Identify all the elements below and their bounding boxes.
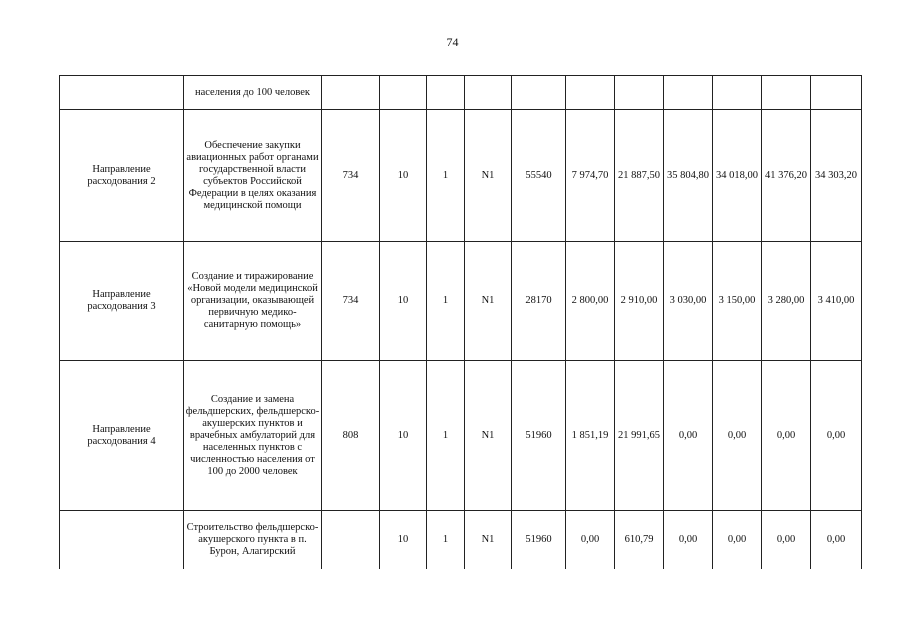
section-cell <box>380 76 427 110</box>
amount-value: 0,00 <box>580 533 600 545</box>
description-cell-text: Обеспечение закупки авиационных работ органами государственной власти субъектов Российской Федерации в целях оказания медицинской помощи <box>186 139 319 211</box>
amount-cell-2 <box>615 361 664 511</box>
amount-cell-2 <box>615 511 664 569</box>
budget-table <box>59 75 862 569</box>
amount-cell-3 <box>664 76 713 110</box>
amount-cell-3 <box>664 110 713 242</box>
amount-cell-1 <box>566 361 615 511</box>
amount-value: 21 991,65 <box>618 429 660 441</box>
amount-value: 0,00 <box>776 533 796 545</box>
amount-value: 35 804,80 <box>667 169 709 181</box>
csr-cell-text: 51960 <box>525 533 552 545</box>
section-cell <box>380 361 427 511</box>
amount-value: 3 030,00 <box>669 295 707 306</box>
amount-value: 0,00 <box>727 533 747 545</box>
amount-cell-5 <box>762 511 811 569</box>
amount-cell-2 <box>615 242 664 361</box>
amount-cell-3 <box>664 242 713 361</box>
amount-cell-4 <box>713 361 762 511</box>
amount-value: 3 410,00 <box>817 295 855 306</box>
amount-value: 2 800,00 <box>571 295 609 306</box>
amount-value: 21 887,50 <box>618 169 660 181</box>
description-cell-text: Строительство фельдшерско-акушерского пункта в п. Бурон, Алагирский <box>186 521 319 557</box>
csr-cell <box>512 76 566 110</box>
amount-value: 3 150,00 <box>718 295 756 306</box>
project-cell-text: N1 <box>481 169 495 181</box>
section-cell <box>380 110 427 242</box>
project-cell <box>465 242 512 361</box>
subsection-cell-text: 1 <box>442 169 449 181</box>
subsection-cell <box>427 76 465 110</box>
description-cell-text: населения до 100 человек <box>194 86 310 98</box>
code-cell <box>322 110 380 242</box>
amount-value: 0,00 <box>826 533 846 545</box>
csr-cell <box>512 361 566 511</box>
subsection-cell-text: 1 <box>442 295 449 306</box>
direction-cell-text: Направление расходования 3 <box>87 289 156 312</box>
code-cell-text: 808 <box>342 429 359 441</box>
subsection-cell <box>427 511 465 569</box>
code-cell-text: 734 <box>342 295 359 306</box>
direction-cell-text: Направление расходования 2 <box>87 163 156 187</box>
section-cell <box>380 242 427 361</box>
page-number: 74 <box>446 35 459 49</box>
section-cell <box>380 511 427 569</box>
subsection-cell <box>427 110 465 242</box>
amount-value: 7 974,70 <box>571 169 609 181</box>
section-cell-text: 10 <box>397 429 409 441</box>
project-cell <box>465 511 512 569</box>
amount-cell-4 <box>713 511 762 569</box>
section-cell-text: 10 <box>397 169 409 181</box>
amount-cell-4 <box>713 76 762 110</box>
amount-cell-5 <box>762 361 811 511</box>
project-cell-text: N1 <box>481 533 495 545</box>
amount-cell-5 <box>762 76 811 110</box>
amount-cell-6 <box>811 110 862 242</box>
code-cell <box>322 76 380 110</box>
amount-cell-4 <box>713 242 762 361</box>
code-cell-text: 734 <box>342 169 359 181</box>
direction-cell <box>60 511 184 569</box>
amount-value: 41 376,20 <box>765 169 807 181</box>
amount-cell-1 <box>566 76 615 110</box>
amount-cell-1 <box>566 110 615 242</box>
section-cell-text: 10 <box>397 295 409 306</box>
amount-cell-3 <box>664 511 713 569</box>
code-cell <box>322 361 380 511</box>
project-cell <box>465 110 512 242</box>
direction-cell-text: Направление расходования 4 <box>87 423 156 447</box>
direction-cell <box>60 110 184 242</box>
amount-cell-1 <box>566 242 615 361</box>
csr-cell-text: 28170 <box>525 295 552 306</box>
description-cell <box>184 511 322 569</box>
amount-cell-5 <box>762 110 811 242</box>
amount-value: 0,00 <box>826 429 846 441</box>
amount-value: 34 018,00 <box>716 169 758 181</box>
description-cell-text: Создание и замена фельдшерских, фельдшерско-акушерских пунктов и врачебных амбулаторий для населенных пунктов с численностью населения от 100 до 2000 человек <box>185 393 320 477</box>
amount-cell-6 <box>811 76 862 110</box>
amount-cell-3 <box>664 361 713 511</box>
project-cell-text: N1 <box>481 295 495 306</box>
direction-cell <box>60 361 184 511</box>
table-row <box>60 242 862 361</box>
amount-value: 0,00 <box>776 429 796 441</box>
amount-value: 3 280,00 <box>767 295 805 306</box>
amount-value: 34 303,20 <box>815 169 857 181</box>
subsection-cell-text: 1 <box>442 429 449 441</box>
amount-value: 1 851,19 <box>571 429 609 441</box>
amount-value: 0,00 <box>678 533 698 545</box>
amount-value: 610,79 <box>624 533 654 545</box>
amount-cell-4 <box>713 110 762 242</box>
description-cell <box>184 110 322 242</box>
project-cell <box>465 361 512 511</box>
section-cell-text: 10 <box>397 533 409 545</box>
amount-cell-2 <box>615 110 664 242</box>
direction-cell <box>60 242 184 361</box>
csr-cell <box>512 242 566 361</box>
subsection-cell <box>427 242 465 361</box>
table-row <box>60 361 862 511</box>
project-cell-text: N1 <box>481 429 495 441</box>
description-cell-text: Создание и тиражирование «Новой модели медицинской организации, оказывающей первичную медико-санитарную помощь» <box>187 271 318 330</box>
table-row <box>60 110 862 242</box>
project-cell <box>465 76 512 110</box>
csr-cell-text: 51960 <box>525 429 552 441</box>
description-cell <box>184 361 322 511</box>
code-cell <box>322 242 380 361</box>
csr-cell <box>512 110 566 242</box>
direction-cell <box>60 76 184 110</box>
table-row <box>60 76 862 110</box>
table-row <box>60 511 862 569</box>
csr-cell-text: 55540 <box>525 169 552 181</box>
amount-cell-2 <box>615 76 664 110</box>
code-cell <box>322 511 380 569</box>
amount-cell-5 <box>762 242 811 361</box>
table-body <box>60 76 862 569</box>
description-cell <box>184 242 322 361</box>
amount-cell-1 <box>566 511 615 569</box>
subsection-cell-text: 1 <box>442 533 449 545</box>
amount-value: 0,00 <box>678 429 698 441</box>
amount-value: 2 910,00 <box>620 295 658 306</box>
description-cell <box>184 76 322 110</box>
amount-cell-6 <box>811 242 862 361</box>
amount-cell-6 <box>811 511 862 569</box>
amount-value: 0,00 <box>727 429 747 441</box>
amount-cell-6 <box>811 361 862 511</box>
subsection-cell <box>427 361 465 511</box>
csr-cell <box>512 511 566 569</box>
